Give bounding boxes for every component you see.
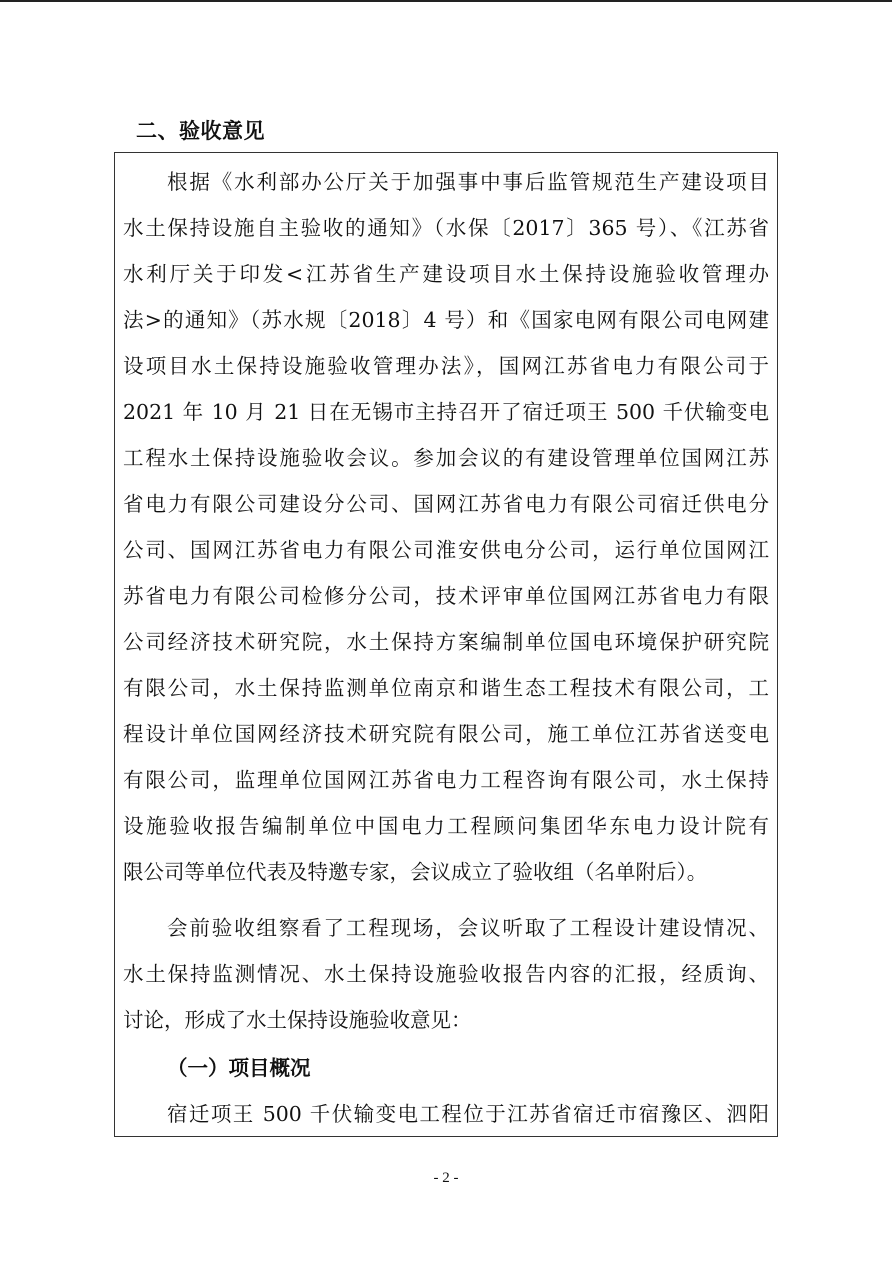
- paragraph-line: 省电力有限公司建设分公司、国网江苏省电力有限公司宿迁供电分: [123, 492, 769, 516]
- page-number: - 2 -: [433, 1170, 459, 1186]
- paragraph-line: 有限公司，监理单位国网江苏省电力工程咨询有限公司，水土保持: [123, 768, 769, 792]
- paragraph-line: 根据《水利部办公厅关于加强事中事后监管规范生产建设项目: [167, 170, 769, 194]
- paragraph-line: 公司经济技术研究院，水土保持方案编制单位国电环境保护研究院: [123, 630, 769, 654]
- paragraph-line: 水土保持监测情况、水土保持设施验收报告内容的汇报，经质询、: [123, 962, 769, 986]
- paragraph-line: 宿迁项王 500 千伏输变电工程位于江苏省宿迁市宿豫区、泗阳: [167, 1102, 769, 1126]
- paragraph-line: 水利厅关于印发<江苏省生产建设项目水土保持设施验收管理办: [123, 262, 769, 286]
- paragraph-line: 2021 年 10 月 21 日在无锡市主持召开了宿迁项王 500 千伏输变电: [123, 400, 769, 424]
- paragraph-line: 有限公司，水土保持监测单位南京和谐生态工程技术有限公司，工: [123, 676, 769, 700]
- paragraph-line: 工程水土保持设施验收会议。参加会议的有建设管理单位国网江苏: [123, 446, 769, 470]
- paragraph-line: 水土保持设施自主验收的通知》（水保〔2017〕365 号）、《江苏省: [123, 216, 769, 240]
- paragraph-line: 限公司等单位代表及特邀专家，会议成立了验收组（名单附后）。: [123, 860, 708, 884]
- paragraph-line: 会前验收组察看了工程现场，会议听取了工程设计建设情况、: [167, 916, 769, 940]
- paragraph-line: 程设计单位国网经济技术研究院有限公司，施工单位江苏省送变电: [123, 722, 769, 746]
- paragraph-line: 苏省电力有限公司检修分公司，技术评审单位国网江苏省电力有限: [123, 584, 769, 608]
- paragraph-line: 设施验收报告编制单位中国电力工程顾问集团华东电力设计院有: [123, 814, 769, 838]
- paragraph-line: 讨论，形成了水土保持设施验收意见：: [123, 1008, 472, 1032]
- subsection-heading: （一）项目概况: [167, 1056, 311, 1080]
- paragraph-line: 设项目水土保持设施验收管理办法》，国网江苏省电力有限公司于: [123, 354, 769, 378]
- paragraph-line: 公司、国网江苏省电力有限公司淮安供电分公司，运行单位国网江: [123, 538, 769, 562]
- paragraph-line: 法>的通知》（苏水规〔2018〕4 号）和《国家电网有限公司电网建: [123, 308, 769, 332]
- section-heading: 二、验收意见: [136, 118, 265, 143]
- top-border-rule: [0, 0, 892, 2]
